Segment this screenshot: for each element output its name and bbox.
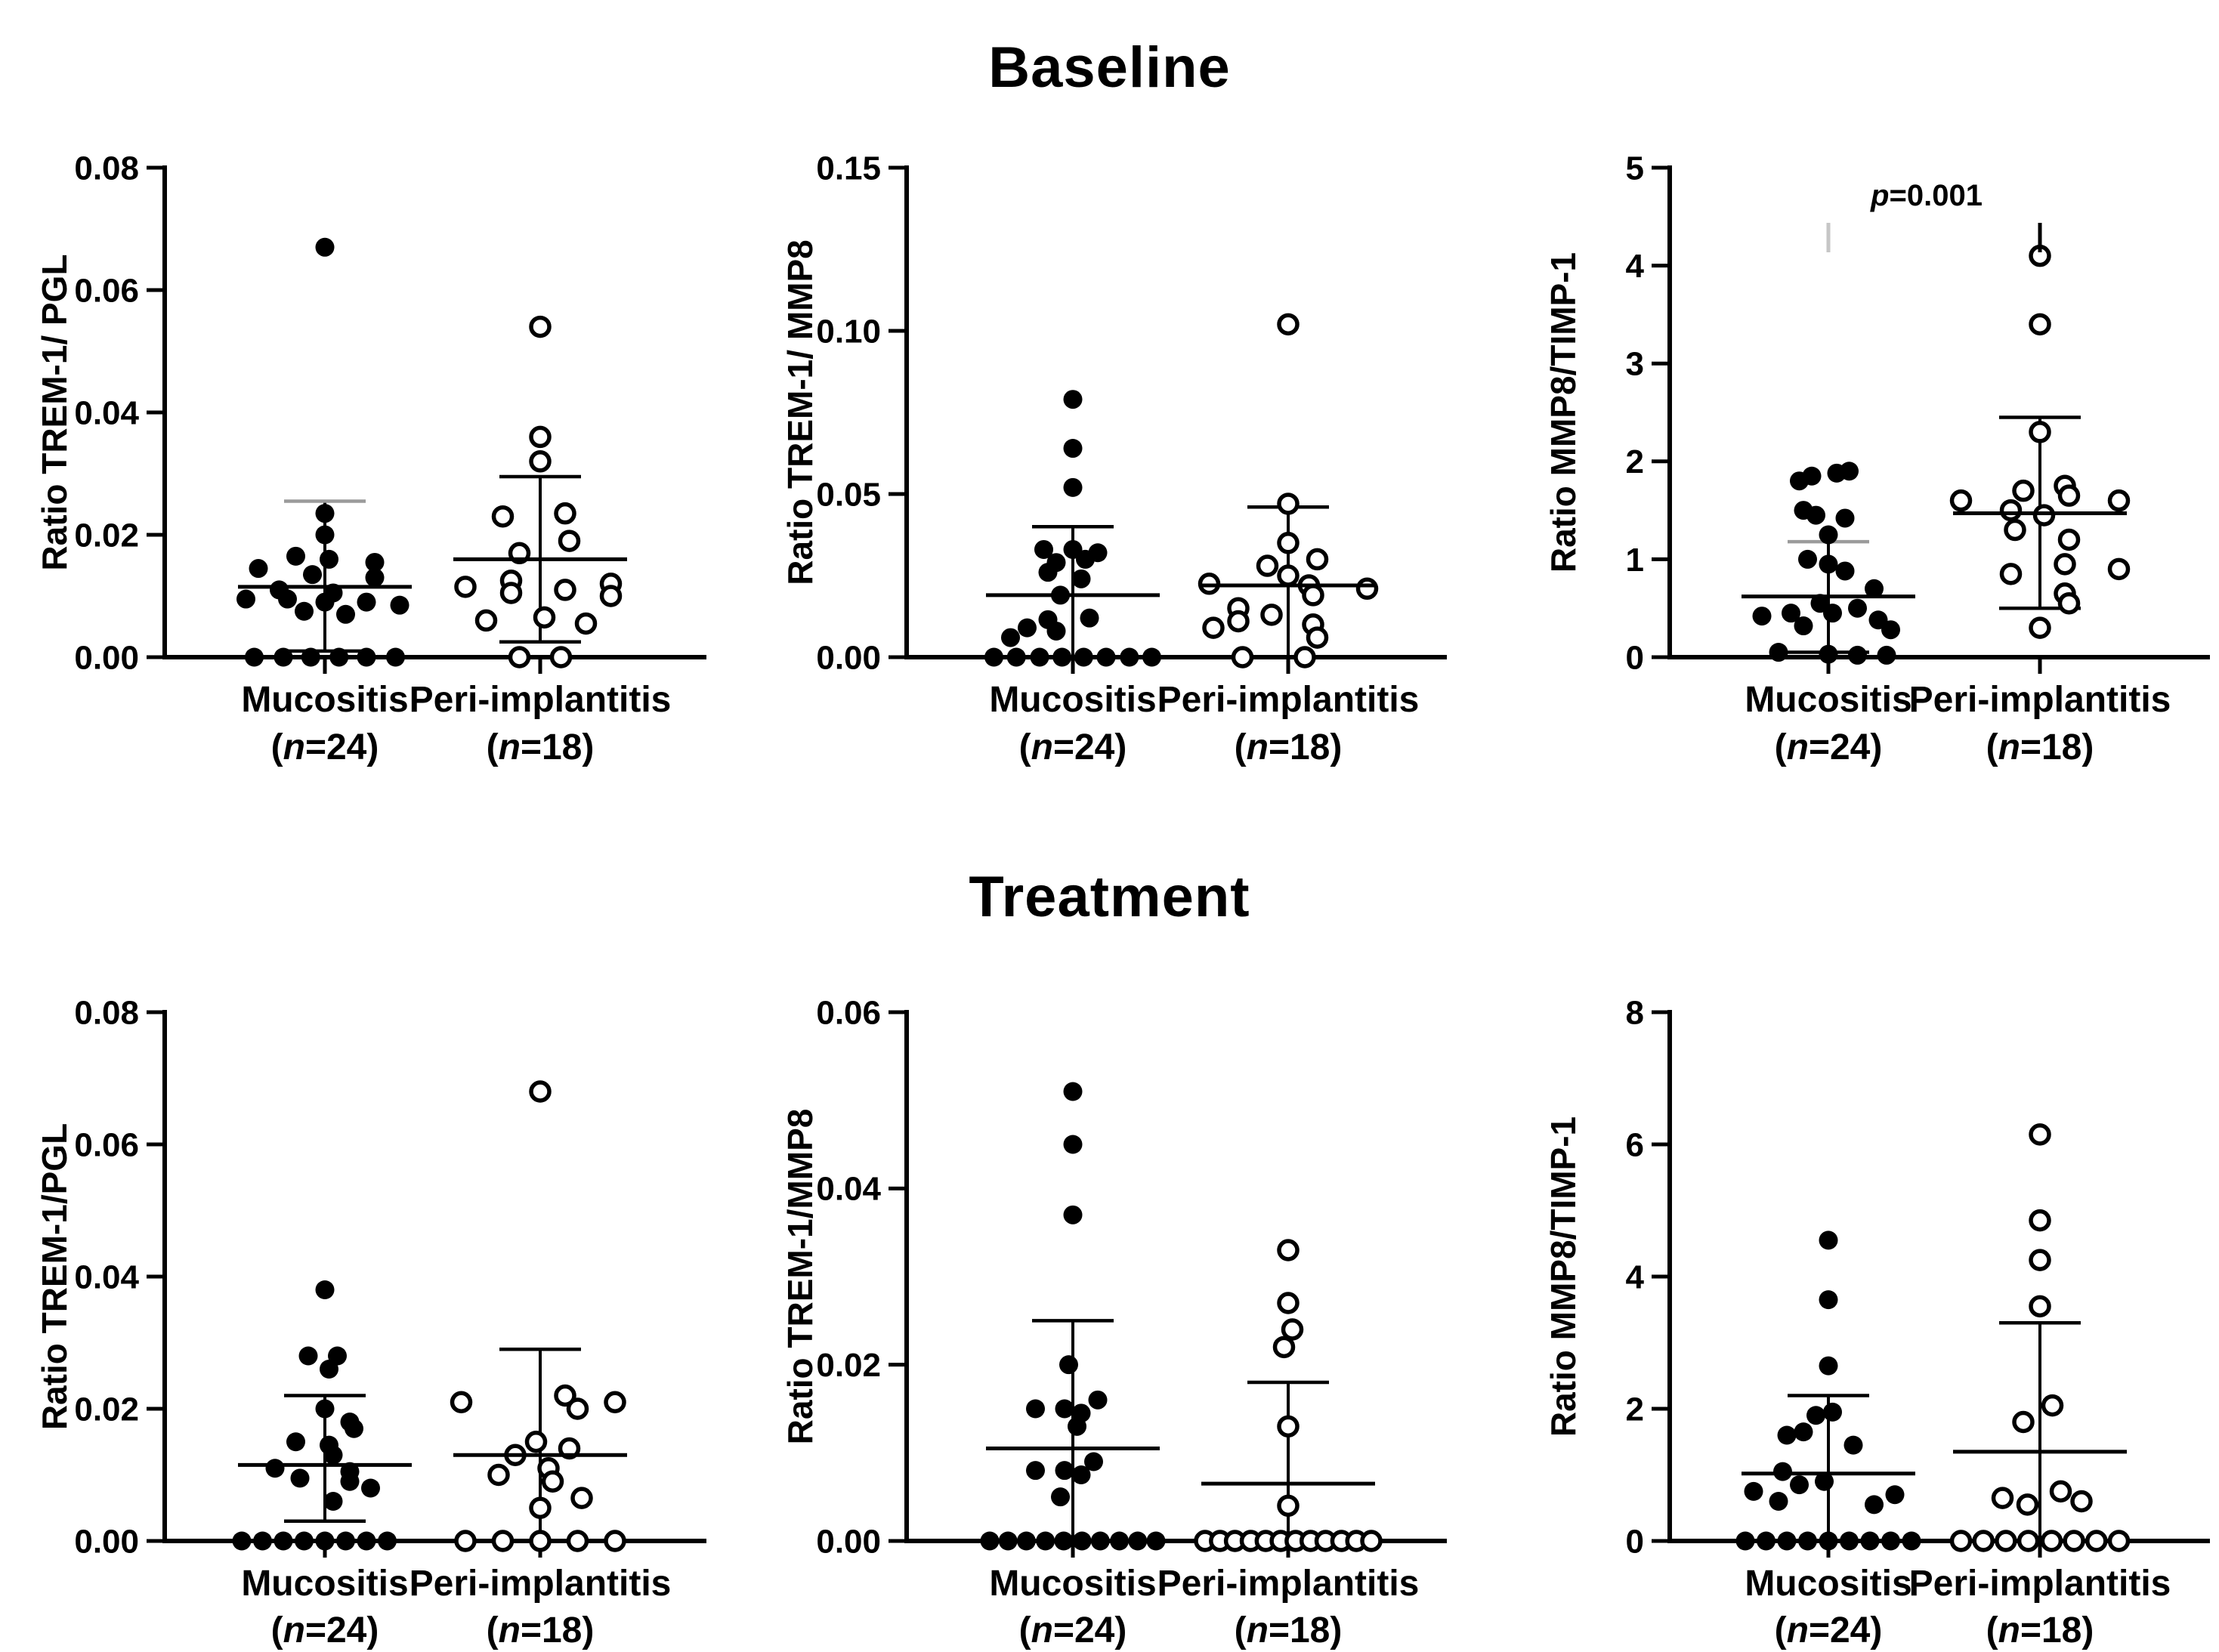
data-point-filled xyxy=(1080,609,1099,628)
group-label: Mucositis xyxy=(989,680,1157,720)
data-point-filled xyxy=(1819,645,1838,664)
data-point-open xyxy=(1952,1532,1970,1550)
data-point-open xyxy=(527,1433,545,1451)
data-point-filled xyxy=(1798,550,1817,569)
data-point-filled xyxy=(1052,648,1071,667)
data-point-filled xyxy=(1147,1532,1166,1551)
data-point-filled xyxy=(1806,1406,1825,1425)
data-point-filled xyxy=(378,1532,397,1551)
data-point-open xyxy=(531,1082,549,1101)
data-point-filled xyxy=(303,565,322,584)
data-point-filled xyxy=(1769,643,1788,662)
data-point-open xyxy=(1362,1532,1380,1550)
y-tick-label: 0.02 xyxy=(74,1391,139,1428)
data-point-open xyxy=(1259,557,1277,575)
data-point-filled xyxy=(278,590,297,609)
data-point-open xyxy=(2031,1297,2049,1315)
data-point-filled xyxy=(1798,1532,1817,1551)
section-title-treatment: Treatment xyxy=(969,865,1250,929)
data-point-open xyxy=(1262,606,1281,624)
data-point-open xyxy=(453,1393,471,1411)
data-point-open xyxy=(1997,1532,2015,1550)
data-point-filled xyxy=(1823,604,1842,622)
data-point-filled xyxy=(1073,1532,1092,1551)
y-tick-label: 0.02 xyxy=(74,517,139,554)
data-point-filled xyxy=(386,648,405,667)
group-label: Mucositis xyxy=(989,1564,1157,1604)
data-point-filled xyxy=(316,1280,335,1299)
group-label: Peri-implantitis xyxy=(1908,1564,2171,1604)
data-point-filled xyxy=(249,559,268,578)
data-point-filled xyxy=(357,1532,376,1551)
data-point-filled xyxy=(1790,1475,1809,1494)
data-point-filled xyxy=(361,1479,380,1498)
data-point-filled xyxy=(316,593,335,612)
data-point-filled xyxy=(1055,1400,1074,1419)
data-point-filled xyxy=(1819,1231,1838,1249)
data-point-open xyxy=(531,318,549,336)
y-tick-label: 2 xyxy=(1625,1391,1644,1428)
data-point-filled xyxy=(1064,478,1083,497)
data-point-open xyxy=(536,608,554,626)
data-point-filled xyxy=(1072,1465,1091,1484)
data-point-open xyxy=(2042,1532,2060,1550)
data-point-open xyxy=(606,1393,624,1411)
data-point-filled xyxy=(341,1472,360,1491)
data-point-open xyxy=(1952,492,1970,510)
data-point-filled xyxy=(1047,622,1066,641)
data-point-filled xyxy=(1861,1532,1880,1551)
data-point-filled xyxy=(295,602,314,621)
y-tick-label: 5 xyxy=(1625,150,1644,187)
data-point-open xyxy=(569,1532,587,1550)
y-tick-label: 0.04 xyxy=(816,1170,881,1208)
data-point-filled xyxy=(1778,1532,1797,1551)
data-point-open xyxy=(1974,1532,1992,1550)
data-point-open xyxy=(2052,1482,2070,1500)
group-label: Mucositis xyxy=(1745,680,1912,720)
group-n-label: (n=18) xyxy=(1986,1610,2094,1650)
y-axis-title: Ratio TREM-1/ PGL xyxy=(35,254,74,571)
data-point-open xyxy=(577,614,595,632)
y-axis-title: Ratio TREM-1/ MMP8 xyxy=(780,239,820,585)
data-point-filled xyxy=(1757,1532,1776,1551)
y-tick-label: 0.00 xyxy=(816,639,881,677)
group-n-label: (n=24) xyxy=(1018,1610,1127,1650)
data-point-open xyxy=(1296,648,1314,666)
y-tick-label: 4 xyxy=(1625,248,1644,285)
data-point-open xyxy=(2072,1493,2091,1511)
data-point-open xyxy=(569,1400,587,1418)
data-point-filled xyxy=(1074,648,1093,667)
data-point-filled xyxy=(1128,1532,1147,1551)
y-tick-label: 0.00 xyxy=(74,1523,139,1561)
y-tick-label: 1 xyxy=(1625,541,1644,579)
data-point-open xyxy=(606,1532,624,1550)
data-point-filled xyxy=(999,1532,1018,1551)
data-point-filled xyxy=(981,1532,1000,1551)
y-tick-label: 0.08 xyxy=(74,994,139,1032)
data-point-filled xyxy=(320,1360,338,1379)
data-point-filled xyxy=(1819,1532,1838,1551)
data-point-filled xyxy=(1753,607,1772,625)
group-n-label: (n=24) xyxy=(270,1610,379,1650)
data-point-filled xyxy=(316,1400,335,1419)
data-point-filled xyxy=(316,1532,335,1551)
data-point-open xyxy=(1309,550,1327,568)
data-point-open xyxy=(1279,534,1297,552)
y-tick-label: 0.10 xyxy=(816,313,881,350)
group-n-label: (n=24) xyxy=(1774,1610,1883,1650)
data-point-filled xyxy=(1054,1532,1073,1551)
data-point-open xyxy=(2088,1532,2106,1550)
data-point-filled xyxy=(1794,616,1813,635)
group-label: Mucositis xyxy=(1745,1564,1912,1604)
data-point-open xyxy=(552,648,570,666)
data-point-filled xyxy=(1064,1135,1083,1154)
data-point-open xyxy=(456,578,474,596)
data-point-open xyxy=(456,1532,474,1550)
data-point-open xyxy=(2031,1251,2049,1269)
y-axis-title: Ratio TREM-1/PGL xyxy=(35,1122,74,1431)
y-tick-label: 0 xyxy=(1625,1523,1644,1561)
data-point-filled xyxy=(329,648,348,667)
data-point-filled xyxy=(1017,1532,1036,1551)
data-point-filled xyxy=(1819,1290,1838,1309)
group-label: Peri-implantitis xyxy=(409,1564,672,1604)
data-point-open xyxy=(1279,567,1297,585)
data-point-open xyxy=(1279,495,1297,513)
data-point-open xyxy=(531,1499,549,1517)
data-point-filled xyxy=(1064,1206,1083,1224)
group-label: Mucositis xyxy=(241,680,409,720)
data-point-filled xyxy=(1823,1403,1842,1422)
data-point-filled xyxy=(1051,1487,1070,1506)
data-point-filled xyxy=(1026,1400,1045,1419)
data-point-filled xyxy=(391,596,409,615)
data-point-filled xyxy=(1836,561,1855,580)
data-point-filled xyxy=(1769,1492,1788,1511)
data-point-open xyxy=(494,508,512,526)
data-point-open xyxy=(2044,1397,2062,1415)
data-point-open xyxy=(2035,506,2054,524)
data-point-filled xyxy=(1031,648,1049,667)
data-point-filled xyxy=(1806,506,1825,525)
y-tick-label: 6 xyxy=(1625,1126,1644,1164)
group-n-label: (n=18) xyxy=(1986,727,2094,767)
data-point-filled xyxy=(1819,526,1838,545)
data-point-filled xyxy=(1848,646,1867,665)
group-n-label: (n=24) xyxy=(1774,727,1883,767)
group-label: Mucositis xyxy=(241,1564,409,1604)
y-tick-label: 8 xyxy=(1625,994,1644,1032)
data-point-filled xyxy=(245,648,264,667)
data-point-filled xyxy=(1840,1532,1859,1551)
p-value-label: p=0.001 xyxy=(1871,179,1983,212)
data-point-open xyxy=(2065,1532,2083,1550)
data-point-open xyxy=(2020,1532,2038,1550)
group-label: Peri-implantitis xyxy=(1157,1564,1420,1604)
y-tick-label: 0.00 xyxy=(816,1523,881,1561)
data-point-filled xyxy=(1064,1082,1083,1101)
data-point-filled xyxy=(316,504,335,523)
data-point-open xyxy=(1994,1489,2012,1507)
data-point-filled xyxy=(1064,439,1083,458)
data-point-open xyxy=(2060,486,2078,505)
data-point-filled xyxy=(291,1468,310,1487)
data-point-open xyxy=(2060,594,2078,613)
data-point-filled xyxy=(1736,1532,1755,1551)
data-point-filled xyxy=(1072,570,1091,588)
y-tick-label: 3 xyxy=(1625,345,1644,383)
data-point-open xyxy=(2031,1212,2049,1230)
data-point-filled xyxy=(266,1459,285,1478)
data-point-filled xyxy=(324,1446,343,1465)
y-tick-label: 0.04 xyxy=(74,394,139,432)
group-n-label: (n=24) xyxy=(1018,727,1127,767)
data-point-filled xyxy=(345,1419,363,1438)
data-point-filled xyxy=(1076,550,1095,569)
data-point-filled xyxy=(1828,464,1847,483)
y-axis-title: Ratio TREM-1/MMP8 xyxy=(780,1108,820,1445)
data-point-open xyxy=(1279,315,1297,333)
data-point-open xyxy=(556,581,574,599)
data-point-filled xyxy=(1902,1532,1921,1551)
data-point-filled xyxy=(233,1532,252,1551)
data-point-filled xyxy=(1881,1532,1900,1551)
data-point-open xyxy=(544,1472,562,1490)
data-point-filled xyxy=(1794,1422,1813,1441)
y-tick-label: 0 xyxy=(1625,639,1644,677)
data-point-filled xyxy=(1881,620,1900,639)
data-point-open xyxy=(602,587,620,605)
data-point-open xyxy=(2056,555,2074,573)
y-tick-label: 0.02 xyxy=(816,1347,881,1385)
data-point-open xyxy=(2019,1496,2037,1514)
data-point-open xyxy=(531,428,549,446)
data-point-filled xyxy=(1036,1532,1055,1551)
y-tick-label: 0.08 xyxy=(74,150,139,187)
data-point-filled xyxy=(1091,1532,1110,1551)
data-point-open xyxy=(2014,1413,2032,1431)
group-n-label: (n=18) xyxy=(1234,1610,1343,1650)
y-tick-label: 0.06 xyxy=(74,1126,139,1164)
data-point-filled xyxy=(1001,628,1020,647)
data-point-filled xyxy=(336,1532,355,1551)
data-point-open xyxy=(2110,1532,2128,1550)
data-point-filled xyxy=(1745,1482,1763,1501)
data-point-filled xyxy=(336,605,355,624)
y-axis-title: Ratio MMP8/TIMP-1 xyxy=(1544,1116,1583,1437)
group-label: Peri-implantitis xyxy=(1908,680,2171,720)
data-point-open xyxy=(1234,648,1252,666)
data-point-open xyxy=(2031,423,2049,441)
y-tick-label: 0.06 xyxy=(74,272,139,310)
group-label: Peri-implantitis xyxy=(1157,680,1420,720)
data-point-open xyxy=(2031,619,2049,637)
data-point-open xyxy=(494,1532,512,1550)
data-point-filled xyxy=(1819,1357,1838,1376)
data-point-open xyxy=(490,1466,508,1484)
data-point-filled xyxy=(274,648,293,667)
data-point-open xyxy=(477,611,496,629)
data-point-open xyxy=(2014,482,2032,500)
data-point-filled xyxy=(1018,619,1037,638)
data-point-filled xyxy=(984,648,1003,667)
data-point-filled xyxy=(320,550,338,569)
data-point-open xyxy=(1304,586,1322,604)
data-point-filled xyxy=(299,1347,318,1366)
data-point-open xyxy=(1284,1320,1302,1339)
data-point-open xyxy=(1279,1417,1297,1435)
data-point-filled xyxy=(253,1532,272,1551)
data-point-filled xyxy=(1007,648,1026,667)
data-point-filled xyxy=(286,547,305,566)
data-point-open xyxy=(2006,521,2024,539)
data-point-filled xyxy=(357,648,376,667)
data-point-filled xyxy=(366,568,385,587)
data-point-filled xyxy=(1064,390,1083,409)
data-point-open xyxy=(2110,492,2128,510)
data-point-open xyxy=(556,505,574,523)
data-point-filled xyxy=(1877,646,1896,665)
data-point-filled xyxy=(1059,1355,1078,1374)
data-point-open xyxy=(2060,530,2078,548)
data-point-open xyxy=(2002,502,2020,520)
data-point-filled xyxy=(1110,1532,1129,1551)
y-axis-title: Ratio MMP8/TIMP-1 xyxy=(1544,252,1583,573)
group-label: Peri-implantitis xyxy=(409,680,672,720)
data-point-open xyxy=(511,648,529,666)
data-point-open xyxy=(1279,1496,1297,1515)
data-point-filled xyxy=(316,238,335,257)
data-point-filled xyxy=(1097,648,1116,667)
y-tick-label: 0.04 xyxy=(74,1258,139,1296)
data-point-filled xyxy=(357,593,376,612)
data-point-filled xyxy=(1773,1462,1792,1481)
data-point-filled xyxy=(1865,1495,1884,1514)
data-point-open xyxy=(1279,1241,1297,1259)
data-point-open xyxy=(561,532,579,550)
data-point-filled xyxy=(1790,471,1809,490)
group-n-label: (n=18) xyxy=(486,727,595,767)
data-point-open xyxy=(2031,1126,2049,1144)
y-tick-label: 2 xyxy=(1625,443,1644,481)
section-title-baseline: Baseline xyxy=(988,36,1231,100)
data-point-filled xyxy=(1848,599,1867,618)
data-point-open xyxy=(531,1532,549,1550)
data-point-filled xyxy=(316,526,335,545)
data-point-filled xyxy=(1844,1436,1863,1455)
data-point-filled xyxy=(1089,1391,1108,1410)
y-tick-label: 0.00 xyxy=(74,639,139,677)
data-point-open xyxy=(573,1489,591,1507)
y-tick-label: 0.05 xyxy=(816,476,881,514)
data-point-filled xyxy=(324,1492,343,1511)
data-point-filled xyxy=(301,648,320,667)
data-point-filled xyxy=(1142,648,1161,667)
y-tick-label: 0.06 xyxy=(816,994,881,1032)
data-point-filled xyxy=(1819,554,1838,573)
data-point-open xyxy=(502,584,521,602)
group-n-label: (n=18) xyxy=(1234,727,1343,767)
data-point-filled xyxy=(295,1532,314,1551)
data-point-open xyxy=(1358,579,1377,597)
data-point-filled xyxy=(1039,563,1058,582)
data-point-filled xyxy=(1886,1485,1905,1504)
data-point-open xyxy=(2002,565,2020,583)
data-point-filled xyxy=(1026,1461,1045,1480)
data-point-open xyxy=(1309,628,1327,647)
data-point-open xyxy=(2031,315,2049,333)
data-point-open xyxy=(1229,612,1247,630)
y-tick-label: 4 xyxy=(1625,1258,1644,1296)
data-point-open xyxy=(1204,619,1222,637)
data-point-filled xyxy=(1778,1426,1797,1445)
data-point-filled xyxy=(286,1432,305,1451)
group-n-label: (n=24) xyxy=(270,727,379,767)
data-point-filled xyxy=(1055,1461,1074,1480)
data-point-open xyxy=(531,452,549,471)
group-n-label: (n=18) xyxy=(486,1610,595,1650)
data-point-filled xyxy=(236,590,255,609)
data-point-open xyxy=(2110,560,2128,578)
data-point-filled xyxy=(1068,1417,1086,1436)
data-point-filled xyxy=(274,1532,293,1551)
data-point-filled xyxy=(1120,648,1139,667)
data-point-open xyxy=(1275,1338,1293,1356)
y-tick-label: 0.15 xyxy=(816,150,881,187)
data-point-filled xyxy=(1836,508,1855,527)
data-point-open xyxy=(1279,1294,1297,1312)
